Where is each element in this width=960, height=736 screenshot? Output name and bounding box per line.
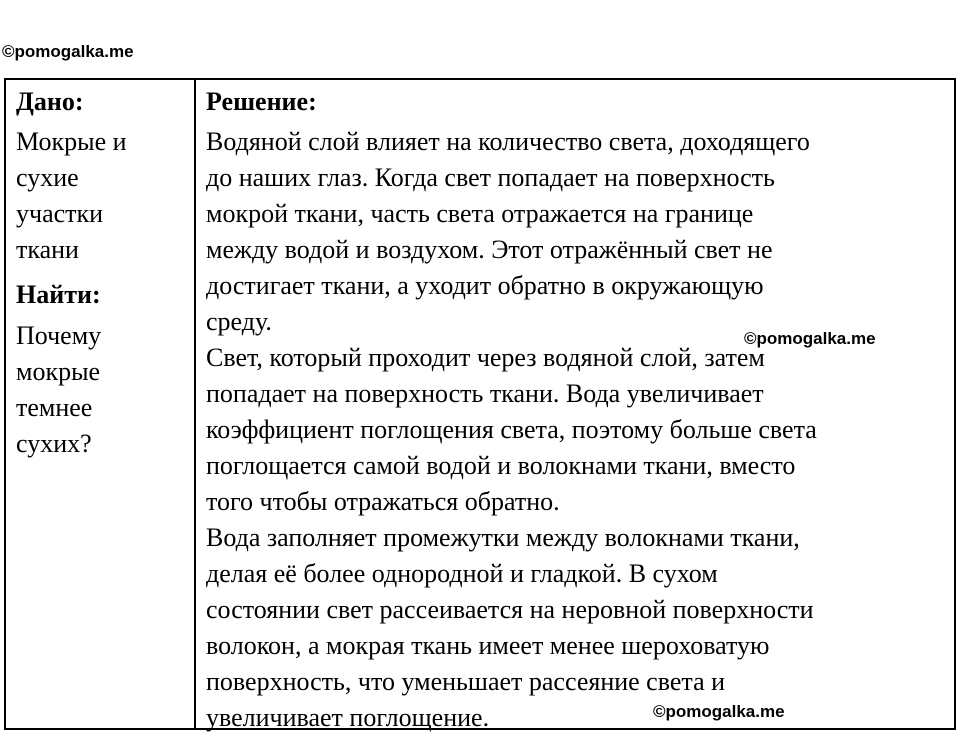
solution-line: состоянии свет рассеивается на неровной поверхности (206, 595, 814, 624)
given-column (16, 80, 191, 728)
find-heading: Найти: (16, 280, 101, 309)
solution-line: Водяной слой влияет на количество света, доходящего (206, 127, 810, 156)
find-line: сухих? (16, 429, 92, 458)
solution-line: Вода заполняет промежутки между волокнами ткани, (206, 523, 800, 552)
find-text (16, 318, 191, 462)
solution-line: среду. (206, 307, 272, 336)
solution-line: попадает на поверхность ткани. Вода увеличивает (206, 379, 764, 408)
solution-line: достигает ткани, а уходит обратно в окружающую (206, 271, 764, 300)
solution-text (206, 124, 951, 736)
solution-table (4, 78, 956, 730)
solution-line: того чтобы отражаться обратно. (206, 487, 560, 516)
solution-line: делая её более однородной и гладкой. В сухом (206, 559, 718, 588)
solution-heading: Решение: (206, 87, 317, 116)
watermark-middle: ©pomogalka.me (744, 329, 876, 348)
find-line: темнее (16, 393, 93, 422)
given-line: Мокрые и (16, 127, 127, 156)
find-line: Почему (16, 321, 102, 350)
column-divider (194, 80, 196, 728)
given-line: участки (16, 199, 104, 228)
solution-line: увеличивает поглощение. (206, 703, 490, 732)
find-line: мокрые (16, 357, 101, 386)
given-line: сухие (16, 163, 79, 192)
given-line: ткани (16, 235, 79, 264)
solution-line: мокрой ткани, часть света отражается на границе (206, 199, 754, 228)
solution-line: волокон, а мокрая ткань имеет менее шероховатую (206, 631, 770, 660)
solution-line: коэффициент поглощения света, поэтому больше света (206, 415, 817, 444)
watermark-top: ©pomogalka.me (2, 42, 134, 61)
watermark-bottom: ©pomogalka.me (653, 702, 785, 721)
solution-line: до наших глаз. Когда свет попадает на поверхность (206, 163, 775, 192)
solution-line: Свет, который проходит через водяной слой, затем (206, 343, 765, 372)
given-heading: Дано: (16, 87, 84, 116)
given-text (16, 124, 191, 268)
solution-line: поглощается самой водой и волокнами ткани, вместо (206, 451, 796, 480)
solution-column (206, 80, 951, 732)
solution-line: поверхность, что уменьшает рассеяние света и (206, 667, 726, 696)
solution-line: между водой и воздухом. Этот отражённый свет не (206, 235, 773, 264)
